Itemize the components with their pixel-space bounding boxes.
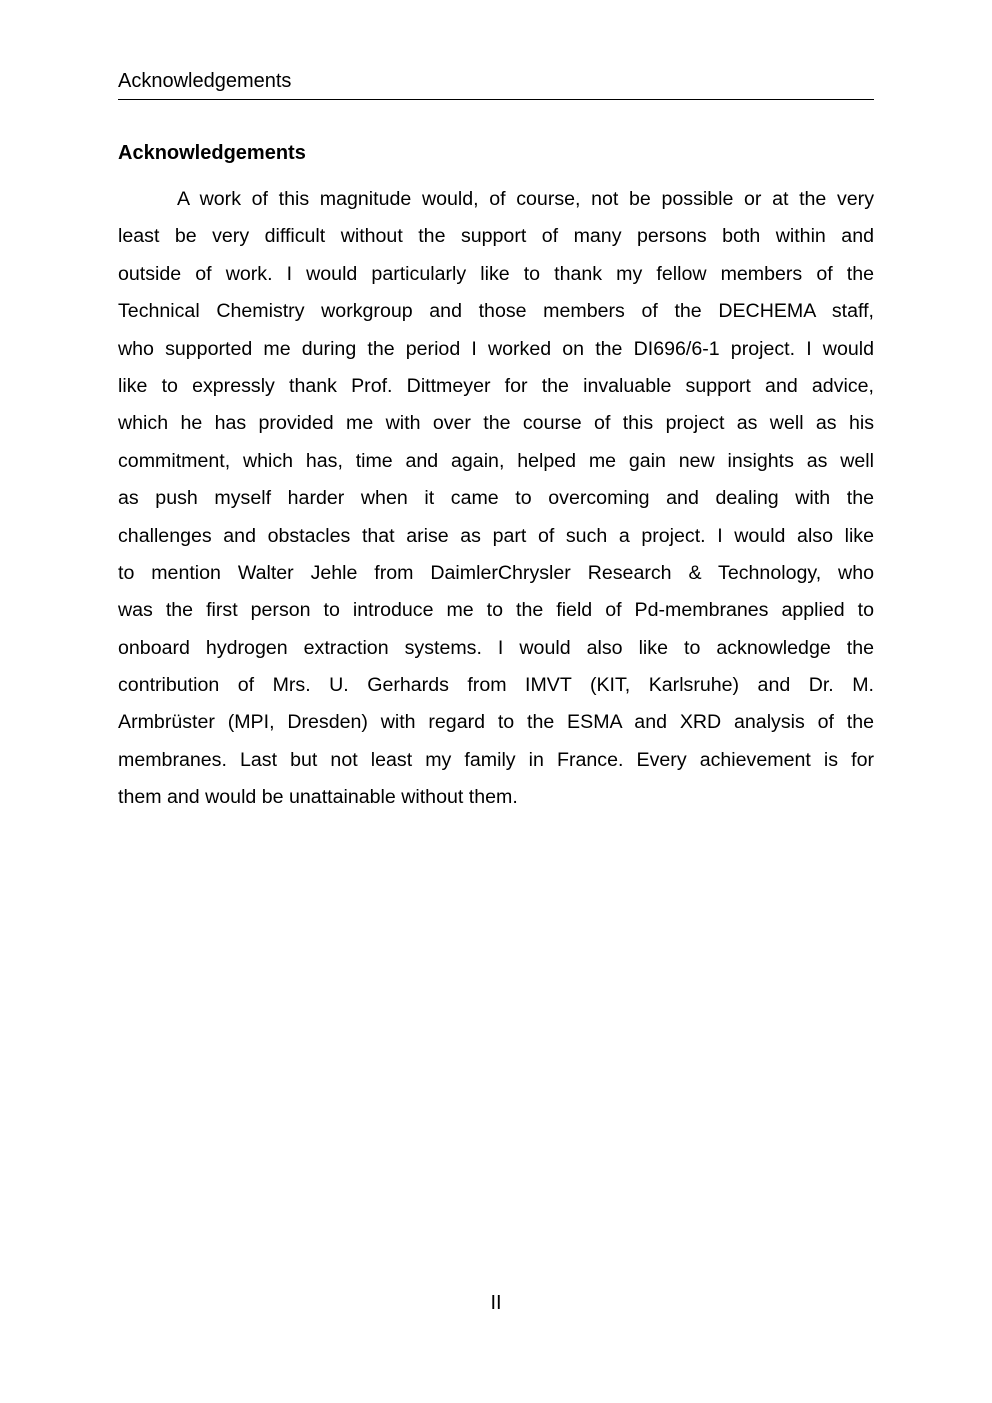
paragraph-line: least be very difficult without the support of many persons both within and [118, 225, 874, 248]
paragraph-line: which he has provided me with over the course of this project as well as his [118, 412, 874, 435]
header-rule [118, 99, 874, 100]
paragraph-line: was the first person to introduce me to the field of Pd-membranes applied to [118, 599, 874, 622]
paragraph-line: Armbrüster (MPI, Dresden) with regard to the ESMA and XRD analysis of the [118, 711, 874, 734]
paragraph-line: contribution of Mrs. U. Gerhards from IMVT (KIT, Karlsruhe) and Dr. M. [118, 674, 874, 697]
paragraph-line: challenges and obstacles that arise as part of such a project. I would also like [118, 524, 874, 547]
paragraph-line: who supported me during the period I worked on the DI696/6-1 project. I would [118, 337, 874, 360]
paragraph-line: membranes. Last but not least my family in France. Every achievement is for [118, 748, 874, 771]
paragraph-line: to mention Walter Jehle from DaimlerChrysler Research & Technology, who [118, 561, 874, 584]
acknowledgements-paragraph [118, 186, 874, 822]
paragraph-line: them and would be unattainable without them. [118, 786, 518, 809]
running-header-title: Acknowledgements [118, 70, 292, 92]
paragraph-line: A work of this magnitude would, of course, not be possible or at the very [177, 188, 874, 210]
section-heading: Acknowledgements [118, 142, 306, 164]
paragraph-line: Technical Chemistry workgroup and those members of the DECHEMA staff, [118, 300, 874, 323]
page-number: II [490, 1292, 502, 1314]
paragraph-line: like to expressly thank Prof. Dittmeyer for the invaluable support and advice, [118, 374, 874, 397]
paragraph-line: onboard hydrogen extraction systems. I would also like to acknowledge the [118, 636, 874, 659]
paragraph-line: outside of work. I would particularly like to thank my fellow members of the [118, 262, 874, 285]
paragraph-line: as push myself harder when it came to overcoming and dealing with the [118, 487, 874, 510]
paragraph-line: commitment, which has, time and again, helped me gain new insights as well [118, 449, 874, 472]
